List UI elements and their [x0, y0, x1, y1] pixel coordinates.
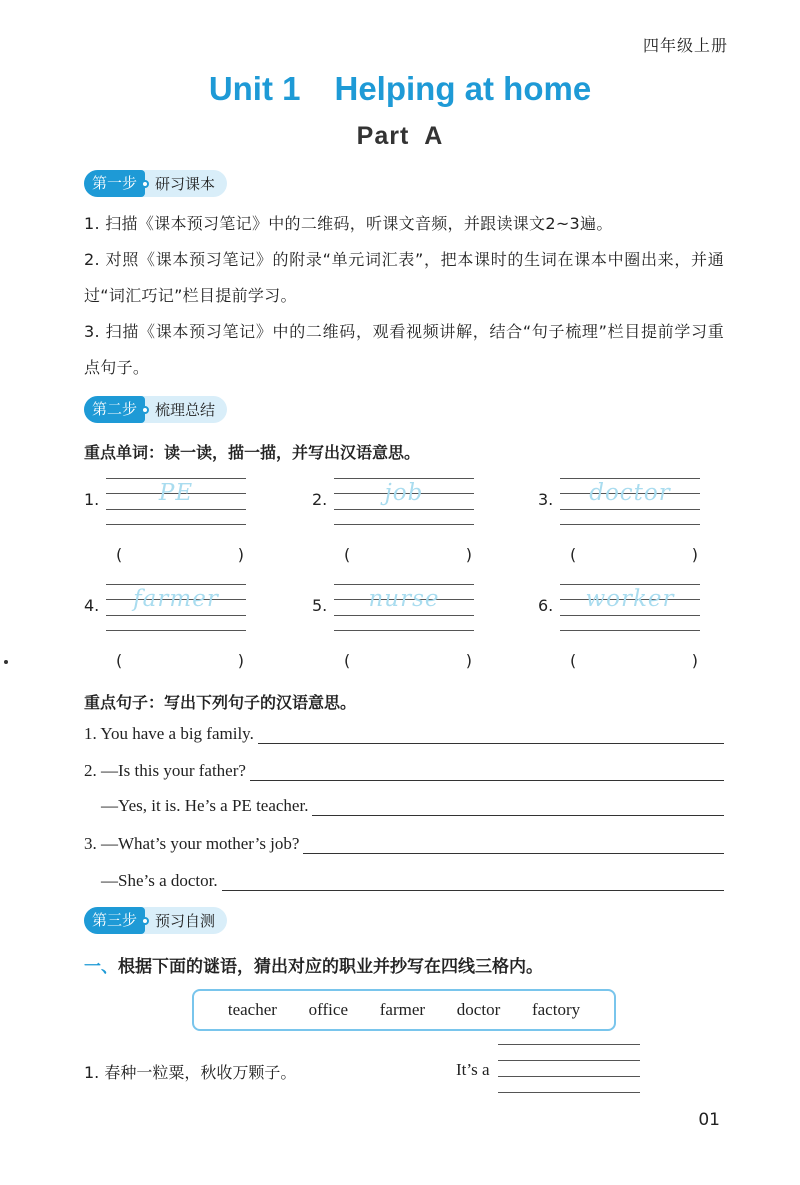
unit-number: Unit 1	[208, 70, 301, 107]
vocab-item-5: 5. nurse	[312, 584, 482, 634]
four-line-grid[interactable]	[560, 478, 700, 524]
trace-word: nurse	[368, 586, 440, 612]
answer-line[interactable]	[222, 873, 724, 891]
instruction-1: 1. 扫描《课本预习笔记》中的二维码，听课文音频，并跟读课文2~3遍。	[84, 214, 613, 233]
sentence-2: 2. —Is this your father?	[84, 761, 724, 781]
riddle-1: 1. 春种一粒粟，秋收万颗子。	[84, 1063, 297, 1082]
page-number: 01	[698, 1110, 720, 1130]
word-bank	[192, 989, 616, 1031]
unit-title	[0, 70, 800, 108]
vocab-item-1: 1. PE	[84, 478, 254, 528]
riddle-1-answer-grid[interactable]	[498, 1044, 640, 1092]
step-3-banner	[84, 907, 227, 934]
four-line-grid[interactable]	[334, 478, 474, 524]
four-line-grid[interactable]	[560, 584, 700, 630]
sentence-3-reply: —She’s a doctor.	[84, 871, 724, 891]
workbook-page: 四年级上册 Unit 1 Helping at home Part A 第一步 研习课本 1. 扫描《课本预习笔记》中的二维码，听课文音频，并跟读课文2~3遍。 2. 对照《课本预习笔记》的附录“单元词汇表”，把本课时的生词在课本中圈出来，并通过“词汇巧记”栏目提前学习。 3. 扫描《课本预习笔记》中的二维码，观看视频讲解，结合“句子梳理”栏目提前学习重点句子。 第二步 梳理总结 重点单词：读一读，描一描，并写出汉语意思。 1. PE 2. job 3. doctor ( ) ( ) ( ) 4. farmer 5. nurse 6. worker ( ) ( ) ( ) 重点句子：写出下列句子的汉语意思。 1. You have a big family. 2. —Is this your father? —Yes, it is. He’s a PE teacher. 3. —What’s your mother’s job? —She’s a doctor. 第三步 预习自测 一、根据下面的谜语，猜出对应的职业并抄写在四线三格内。 teacher office farmer doctor factory 1. 春种一粒粟，秋收万颗子。 It’s a 01	[0, 0, 800, 1185]
sentence-2-reply: —Yes, it is. He’s a PE teacher.	[84, 796, 724, 816]
trace-word: worker	[585, 586, 675, 612]
word-bank-item: doctor	[456, 1000, 501, 1019]
answer-line[interactable]	[250, 763, 724, 781]
step-1-tag: 第一步	[84, 170, 145, 197]
four-line-grid[interactable]	[334, 584, 474, 630]
vocab-heading: 重点单词：读一读，描一描，并写出汉语意思。	[84, 443, 421, 462]
four-line-grid[interactable]	[106, 478, 246, 524]
answer-line[interactable]	[258, 726, 724, 744]
trace-word: doctor	[589, 480, 671, 506]
step-3-label: 预习自测	[155, 912, 216, 930]
riddle-1-prompt: It’s a	[456, 1060, 490, 1079]
instruction-2: 2. 对照《课本预习笔记》的附录“单元词汇表”，把本课时的生词在课本中圈出来，并通过“词汇巧记”栏目提前学习。	[84, 250, 724, 305]
trace-word: job	[384, 480, 424, 506]
sentences-heading: 重点句子：写出下列句子的汉语意思。	[84, 693, 357, 712]
word-bank-item: teacher	[227, 1000, 277, 1019]
vocab-item-4: 4. farmer	[84, 584, 254, 634]
part-title: Part A	[356, 122, 444, 150]
margin-mark	[4, 660, 8, 664]
trace-word: farmer	[133, 586, 219, 612]
answer-line[interactable]	[312, 798, 724, 816]
step-2-tag: 第二步	[84, 396, 145, 423]
word-bank-item: factory	[531, 1000, 581, 1019]
step-1-label: 研习课本	[155, 175, 216, 193]
step-dot-icon	[141, 917, 149, 925]
step-1-banner	[84, 170, 227, 197]
sentence-3: 3. —What’s your mother’s job?	[84, 834, 724, 854]
step-2-banner	[84, 396, 227, 423]
word-bank-item: office	[308, 1000, 349, 1019]
instruction-3: 3. 扫描《课本预习笔记》中的二维码，观看视频讲解，结合“句子梳理”栏目提前学习重点句子。	[84, 322, 724, 377]
grade-label: 四年级上册	[642, 36, 728, 55]
word-bank-item: farmer	[379, 1000, 426, 1019]
answer-line[interactable]	[303, 836, 724, 854]
step-3-tag: 第三步	[84, 907, 145, 934]
vocab-item-6: 6. worker	[538, 584, 708, 634]
riddle-heading: 一、根据下面的谜语，猜出对应的职业并抄写在四线三格内。	[84, 957, 543, 977]
four-line-grid[interactable]	[106, 584, 246, 630]
sentence-1: 1. You have a big family.	[84, 724, 724, 744]
step-dot-icon	[141, 180, 149, 188]
unit-name: Helping at home	[334, 70, 592, 107]
step-2-label: 梳理总结	[155, 401, 216, 419]
vocab-item-2: 2. job	[312, 478, 482, 528]
trace-word: PE	[158, 480, 194, 506]
vocab-item-3: 3. doctor	[538, 478, 708, 528]
step-dot-icon	[141, 406, 149, 414]
